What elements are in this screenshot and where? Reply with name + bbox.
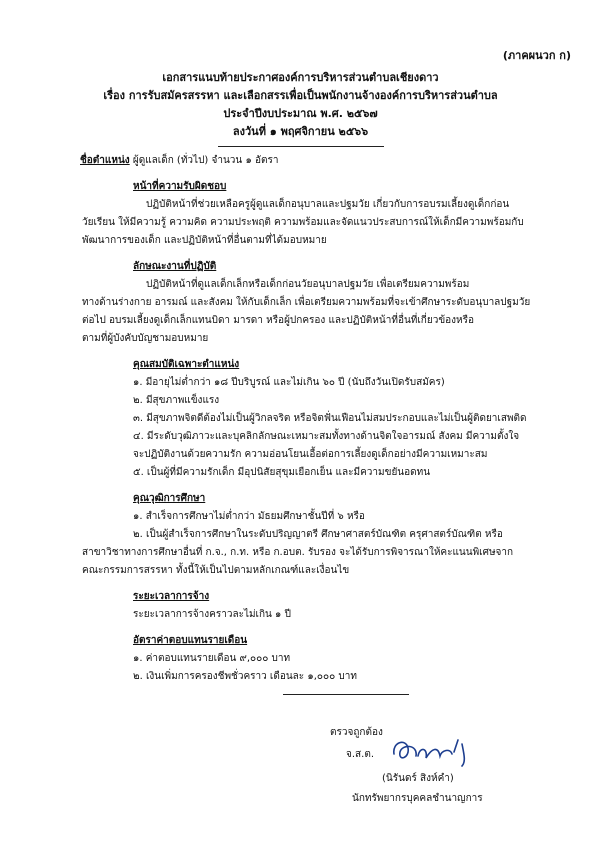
work-heading: ลักษณะงานที่ปฏิบัติ xyxy=(133,261,217,272)
duties-line: วัยเรียน ให้มีความรู้ ความคิด ความประพฤติ ความพร้อมและจัดแนวประสบการณ์ให้เด็กมีความพร้อมกับ xyxy=(82,217,524,228)
doc-subject: เรื่อง การรับสมัครสรรหา และเลือกสรรเพื่อเป็นพนักงานจ้างองค์การบริหารส่วนตำบล xyxy=(103,89,498,102)
signature-icon xyxy=(388,734,478,768)
verified-label: ตรวจถูกต้อง xyxy=(330,727,383,738)
annex-label: (ภาคผนวก ก) xyxy=(502,49,571,62)
qualification-item: ๑. มีอายุไม่ต่ำกว่า ๑๘ ปีบริบูรณ์ และไม่เกิน ๖๐ ปี (นับถึงวันเปิดรับสมัคร) xyxy=(133,377,445,388)
work-line: ทางด้านร่างกาย อารมณ์ และสังคม ให้กับเด็กเล็ก เพื่อเตรียมความพร้อมที่จะเข้าศึกษาระดับอนุบาลปฐมวัย xyxy=(82,297,531,308)
qualification-item: จะปฏิบัติงานด้วยความรัก ความอ่อนโยนเอื้อต่อการเลี้ยงดูเด็กอย่างมีความเหมาะสม xyxy=(133,449,488,460)
education-line: ๑. สำเร็จการศึกษาไม่ต่ำกว่า มัธยมศึกษาชั้นปีที่ ๖ หรือ xyxy=(133,511,365,522)
doc-fiscal-year: ประจำปีงบประมาณ พ.ศ. ๒๕๖๗ xyxy=(223,107,378,120)
signer-position: นักทรัพยากรบุคคลชำนาญการ xyxy=(352,793,483,804)
duties-line: พัฒนาการของเด็ก และปฏิบัติหน้าที่อื่นตามที่ได้มอบหมาย xyxy=(82,235,327,246)
work-line: ต่อไป อบรมเลี้ยงดูเด็กเล็กแทนบิดา มารดา หรือผู้ปกครอง และปฏิบัติหน้าที่อื่นที่เกี่ยวข้องหรือ xyxy=(82,315,475,326)
qualification-item: ๒. มีสุขภาพแข็งแรง xyxy=(133,395,220,406)
qualification-item: ๓. มีสุขภาพจิตดีต้องไม่เป็นผู้วิกลจริต หรือจิตฟั่นเฟือนไม่สมประกอบและไม่เป็นผู้ติดยาเสพติด xyxy=(133,413,527,424)
term-heading: ระยะเวลาการจ้าง xyxy=(133,591,210,602)
qualifications-heading: คุณสมบัติเฉพาะตำแหน่ง xyxy=(133,359,240,370)
education-line: สาขาวิชาทางการศึกษาอื่นที่ ก.จ., ก.ท. หรือ ก.อบต. รับรอง จะได้รับการพิจารณาให้คะแนนพิเศษจาก xyxy=(82,547,514,558)
salary-item: ๒. เงินเพิ่มการครองชีพชั่วคราว เดือนละ ๑,๐๐๐ บาท xyxy=(133,671,357,682)
salary-heading: อัตราค่าตอบแทนรายเดือน xyxy=(133,635,248,646)
doc-title: เอกสารแนบท้ายประกาศองค์การบริหารส่วนตำบลเชียงดาว xyxy=(162,71,439,84)
rank-abbr: จ.ส.ต. xyxy=(346,749,374,760)
education-heading: คุณวุฒิการศึกษา xyxy=(133,493,206,504)
work-line: ตามที่ผู้บังคับบัญชามอบหมาย xyxy=(82,333,209,344)
position-label: ชื่อตำแหน่ง xyxy=(80,155,130,166)
position-value: ผู้ดูแลเด็ก (ทั่วไป) จำนวน ๑ อัตรา xyxy=(132,155,279,166)
body-divider xyxy=(283,694,409,695)
education-line: คณะกรรมการสรรหา ทั้งนี้ให้เป็นไปตามหลักเกณฑ์และเงื่อนไข xyxy=(82,565,350,576)
header-divider xyxy=(218,146,384,147)
education-line: ๒. เป็นผู้สำเร็จการศึกษาในระดับปริญญาตรี ศึกษาศาสตร์บัณฑิต ครุศาสตร์บัณฑิต หรือ xyxy=(133,529,503,540)
qualification-item: ๕. เป็นผู้ที่มีความรักเด็ก มีอุปนิสัยสุขุมเยือกเย็น และมีความขยันอดทน xyxy=(133,467,431,478)
qualification-item: ๔. มีระดับวุฒิภาวะและบุคลิกลักษณะเหมาะสมทั้งทางด้านจิตใจอารมณ์ สังคม มีความตั้งใจ xyxy=(133,431,520,442)
duties-line: ปฏิบัติหน้าที่ช่วยเหลือครูผู้ดูแลเด็กอนุบาลและปฐมวัย เกี่ยวกับการอบรมเลี้ยงดูเด็กก่อน xyxy=(146,199,510,210)
doc-date: ลงวันที่ ๑ พฤศจิกายน ๒๕๖๖ xyxy=(232,125,369,138)
duties-heading: หน้าที่ความรับผิดชอบ xyxy=(133,181,227,192)
salary-item: ๑. ค่าตอบแทนรายเดือน ๙,๐๐๐ บาท xyxy=(133,653,291,664)
position-row xyxy=(80,154,278,168)
term-line: ระยะเวลาการจ้างคราวละไม่เกิน ๑ ปี xyxy=(133,609,291,620)
work-line: ปฏิบัติหน้าที่ดูแลเด็กเล็กหรือเด็กก่อนวัยอนุบาลปฐมวัย เพื่อเตรียมความพร้อม xyxy=(146,279,470,290)
signer-name: (นิรันดร์ สิงห์คำ) xyxy=(382,773,454,784)
